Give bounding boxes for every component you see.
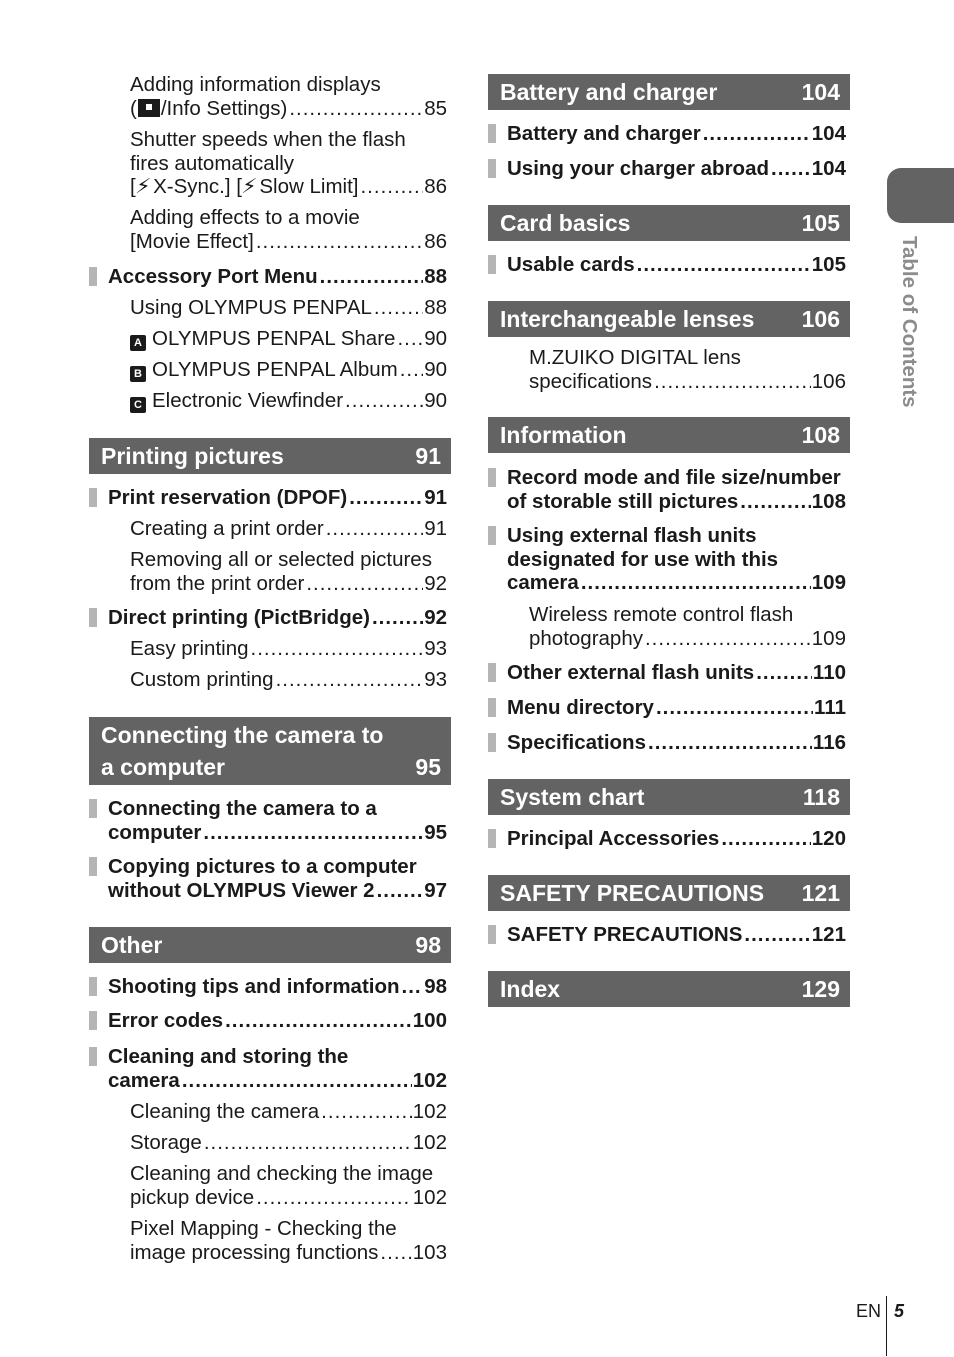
entry-page: 109 [811,571,846,594]
entry-text: [ [130,175,136,198]
entry-page: 86 [424,229,447,253]
entry-page: 121 [811,923,846,946]
entry-marker [488,829,496,848]
leader-dots [374,296,423,320]
leader-dots [345,389,423,413]
toc-entry-safety-precautions[interactable] [488,923,846,947]
toc-entry-info-displays[interactable] [89,73,447,120]
leader-dots [251,637,424,661]
entry-text: Pixel Mapping - Checking the [130,1217,397,1240]
toc-entry-shutter-flash[interactable] [89,128,447,199]
entry-page: 90 [424,358,447,381]
toc-entry-cleaning-camera[interactable] [89,1100,447,1124]
entry-text: Removing all or selected pictures [130,548,432,571]
leader-dots [326,517,423,541]
section-page: 105 [801,210,840,236]
entry-page: 100 [412,1009,447,1032]
menu-c-icon: C [130,397,146,413]
section-page: 91 [415,443,441,469]
leader-dots [377,879,424,903]
leader-dots [380,1241,411,1265]
flash-icon: ⚡︎ [240,175,259,198]
entry-page: 93 [424,668,447,691]
leader-dots [744,923,810,947]
entry-text: without OLYMPUS Viewer 2 [108,878,375,902]
section-title: System chart [500,784,645,810]
entry-marker [89,1047,97,1066]
section-header-index[interactable] [488,971,850,1007]
entry-text: Using your charger abroad [507,157,770,180]
entry-text: Shooting tips and information [108,975,400,998]
leader-dots [360,175,423,199]
leader-dots [648,731,812,755]
entry-marker [89,857,97,876]
toc-entry-copying-pictures[interactable] [89,855,447,902]
section-header-card-basics[interactable] [488,205,850,241]
leader-dots [771,157,811,181]
section-title: Battery and charger [500,79,718,105]
section-header-other[interactable] [89,927,451,963]
entry-page: 102 [412,1131,447,1154]
entry-text: Specifications [507,731,646,754]
leader-dots [581,571,811,595]
leader-dots [276,668,424,692]
entry-text: Menu directory [507,696,654,719]
entry-text: Shutter speeds when the flash [130,128,406,151]
entry-text: SAFETY PRECAUTIONS [507,923,743,946]
toc-entry-using-penpal[interactable] [89,296,447,320]
entry-page: 91 [424,517,447,540]
section-page: 108 [801,422,840,448]
leader-dots [306,572,423,596]
entry-text: Easy printing [130,637,249,660]
entry-page: 98 [424,975,447,998]
toc-entry-specifications[interactable] [488,731,846,755]
toc-entry-lens-specifications[interactable] [488,346,846,393]
section-header-battery[interactable] [488,74,850,110]
entry-page: 90 [424,389,447,412]
toc-entry-penpal-share[interactable] [89,327,447,351]
section-title: Printing pictures [101,443,284,469]
leader-dots [256,1186,412,1210]
entry-text: camera [108,1068,180,1092]
entry-marker [89,799,97,818]
toc-entry-cleaning-storing[interactable] [89,1045,447,1092]
entry-marker [488,526,496,545]
entry-text: specifications [529,369,653,393]
entry-text: Electronic Viewfinder [152,389,344,412]
entry-text: OLYMPUS PENPAL Share [152,327,396,350]
toc-entry-movie-effect[interactable] [89,206,447,253]
toc-entry-easy-printing[interactable] [89,637,447,661]
entry-page: 102 [412,1068,447,1092]
entry-page: 102 [412,1185,447,1209]
entry-page: 109 [811,626,846,650]
entry-text: from the print order [130,571,305,595]
entry-page: 93 [424,637,447,660]
entry-text: Using external flash units [507,524,757,547]
toc-entry-removing-pictures[interactable] [89,548,447,595]
footer-divider [886,1296,887,1356]
entry-text: image processing functions [130,1240,379,1264]
toc-entry-penpal-album[interactable] [89,358,447,382]
entry-marker [488,698,496,717]
entry-text: Adding information displays [130,73,381,96]
section-header-safety[interactable] [488,875,850,911]
leader-dots [225,1009,412,1033]
leader-dots [645,627,811,651]
section-title: SAFETY PRECAUTIONS [500,880,765,906]
section-header-lenses[interactable] [488,301,850,337]
leader-dots [654,370,811,394]
section-header-printing[interactable] [89,438,451,474]
leader-dots [349,486,423,510]
toc-entry-accessory-port-menu[interactable] [89,265,447,289]
section-header-connecting[interactable] [89,717,451,785]
leader-dots [203,821,423,845]
leader-dots [320,265,424,289]
toc-entry-storage[interactable] [89,1131,447,1155]
entry-marker [488,124,496,143]
leader-dots [397,327,423,351]
entry-page: 88 [424,296,447,319]
entry-text: Cleaning and storing the [108,1045,349,1068]
footer-language: EN [856,1301,882,1321]
section-title: Information [500,422,627,448]
entry-marker [488,663,496,682]
entry-page: 90 [424,327,447,350]
leader-dots [256,230,423,254]
leader-dots [321,1100,412,1124]
toc-entry-connecting-camera[interactable] [89,797,447,844]
entry-text: photography [529,626,643,650]
entry-page: 92 [424,606,447,629]
entry-page: 120 [811,827,846,850]
toc-entry-principal-accessories[interactable] [488,827,846,851]
entry-text: [Movie Effect] [130,229,254,253]
menu-a-icon: A [130,335,146,351]
section-header-information[interactable] [488,417,850,453]
entry-marker [89,488,97,507]
section-page: 106 [801,306,840,332]
entry-text: Connecting the camera to a [108,797,377,820]
entry-text: Storage [130,1131,202,1154]
leader-dots [637,253,811,277]
section-title: Interchangeable lenses [500,306,755,332]
leader-dots [721,827,810,851]
flash-icon: ⚡︎ [134,175,152,198]
toc-entry-usable-cards[interactable] [488,253,846,277]
leader-dots [402,975,424,999]
entry-text: OLYMPUS PENPAL Album [152,358,398,381]
toc-entry-wireless-flash[interactable] [488,603,846,650]
entry-text: Record mode and file size/number [507,466,841,489]
entry-text: M.ZUIKO DIGITAL lens [529,346,741,369]
toc-entry-charger-abroad[interactable] [488,157,846,181]
section-page: 104 [801,79,840,105]
entry-text: Custom printing [130,668,274,691]
section-page: 98 [415,932,441,958]
leader-dots [740,490,811,514]
toc-entry-pixel-mapping[interactable] [89,1217,447,1264]
entry-marker [488,255,496,274]
section-page: 95 [415,754,441,780]
entry-text: Wireless remote control flash [529,603,794,626]
entry-page: 86 [424,175,447,198]
info-display-icon [138,99,160,117]
leader-dots [703,122,811,146]
entry-text: Cleaning and checking the image [130,1162,434,1185]
leader-dots [289,97,423,121]
entry-marker [488,159,496,178]
entry-page: 85 [424,96,447,120]
entry-marker [89,1011,97,1030]
entry-text: of storable still pictures [507,489,739,513]
entry-text: Usable cards [507,253,635,276]
entry-text: Battery and charger [507,122,701,145]
entry-page: 106 [811,369,846,393]
entry-page: 91 [424,486,447,509]
entry-page: 104 [811,157,846,180]
entry-marker [89,267,97,286]
leader-dots [372,606,423,630]
entry-marker [89,977,97,996]
toc-entry-custom-printing[interactable] [89,668,447,692]
entry-page: 97 [424,878,447,902]
toc-entry-record-mode[interactable] [488,466,846,513]
toc-entry-external-flash[interactable] [488,524,846,595]
entry-marker [488,733,496,752]
entry-text: /Info Settings) [160,96,288,120]
entry-text: Other external flash units [507,661,755,684]
toc-entry-shooting-tips[interactable] [89,975,447,999]
entry-text: fires automatically [130,151,295,175]
entry-page: 103 [412,1240,447,1264]
section-page: 118 [802,784,840,810]
toc-entry-other-flash[interactable] [488,661,846,685]
toc-entry-electronic-viewfinder[interactable] [89,389,447,413]
toc-entry-direct-printing[interactable] [89,606,447,630]
section-title: Connecting the camera to a computer [101,722,384,780]
chapter-tab-label: Table of Contents [898,236,921,408]
section-header-system-chart[interactable] [488,779,850,815]
entry-text: Print reservation (DPOF) [108,486,348,509]
entry-page: 111 [814,696,846,719]
entry-page: 104 [811,122,846,145]
toc-entry-error-codes[interactable] [89,1009,447,1033]
section-title: Index [500,976,561,1002]
entry-marker [488,925,496,944]
entry-text: computer [108,820,202,844]
entry-text: Adding effects to a movie [130,206,360,229]
chapter-tab[interactable] [887,168,954,223]
entry-text: X-Sync.] [ [153,175,242,198]
menu-b-icon: B [130,366,146,382]
entry-text: Creating a print order [130,517,324,540]
entry-text: ( [130,96,137,120]
leader-dots [204,1131,412,1155]
section-page: 121 [801,880,840,906]
leader-dots [400,358,423,382]
leader-dots [182,1069,412,1093]
toc-entry-menu-directory[interactable] [488,696,846,720]
entry-marker [89,608,97,627]
toc-entry-print-reservation[interactable] [89,486,447,510]
entry-page: 88 [424,265,447,288]
section-page: 129 [801,976,840,1002]
entry-page: 105 [811,253,846,276]
leader-dots [756,661,812,685]
entry-text: Slow Limit] [259,175,359,198]
entry-text: Principal Accessories [507,827,720,850]
entry-text: camera [507,571,579,594]
toc-entry-creating-print-order[interactable] [89,517,447,541]
toc-entry-battery-charger[interactable] [488,122,846,146]
entry-page: 92 [424,571,447,595]
toc-entry-cleaning-image-device[interactable] [89,1162,447,1209]
entry-marker [488,468,496,487]
leader-dots [656,696,813,720]
entry-text: Copying pictures to a computer [108,855,417,878]
entry-text: Error codes [108,1009,224,1032]
entry-page: 116 [812,731,846,754]
entry-text: Accessory Port Menu [108,265,318,288]
footer-page-number: 5 [894,1301,905,1321]
entry-page: 95 [424,820,447,844]
section-title: Card basics [500,210,631,236]
entry-page: 110 [812,661,846,684]
entry-text: designated for use with this [507,547,779,571]
entry-text: pickup device [130,1185,255,1209]
entry-page: 102 [412,1100,447,1123]
entry-page: 108 [811,489,846,513]
entry-text: Using OLYMPUS PENPAL [130,296,372,319]
section-title: Other [101,932,163,958]
entry-text: Cleaning the camera [130,1100,320,1123]
entry-text: Direct printing (PictBridge) [108,606,370,629]
